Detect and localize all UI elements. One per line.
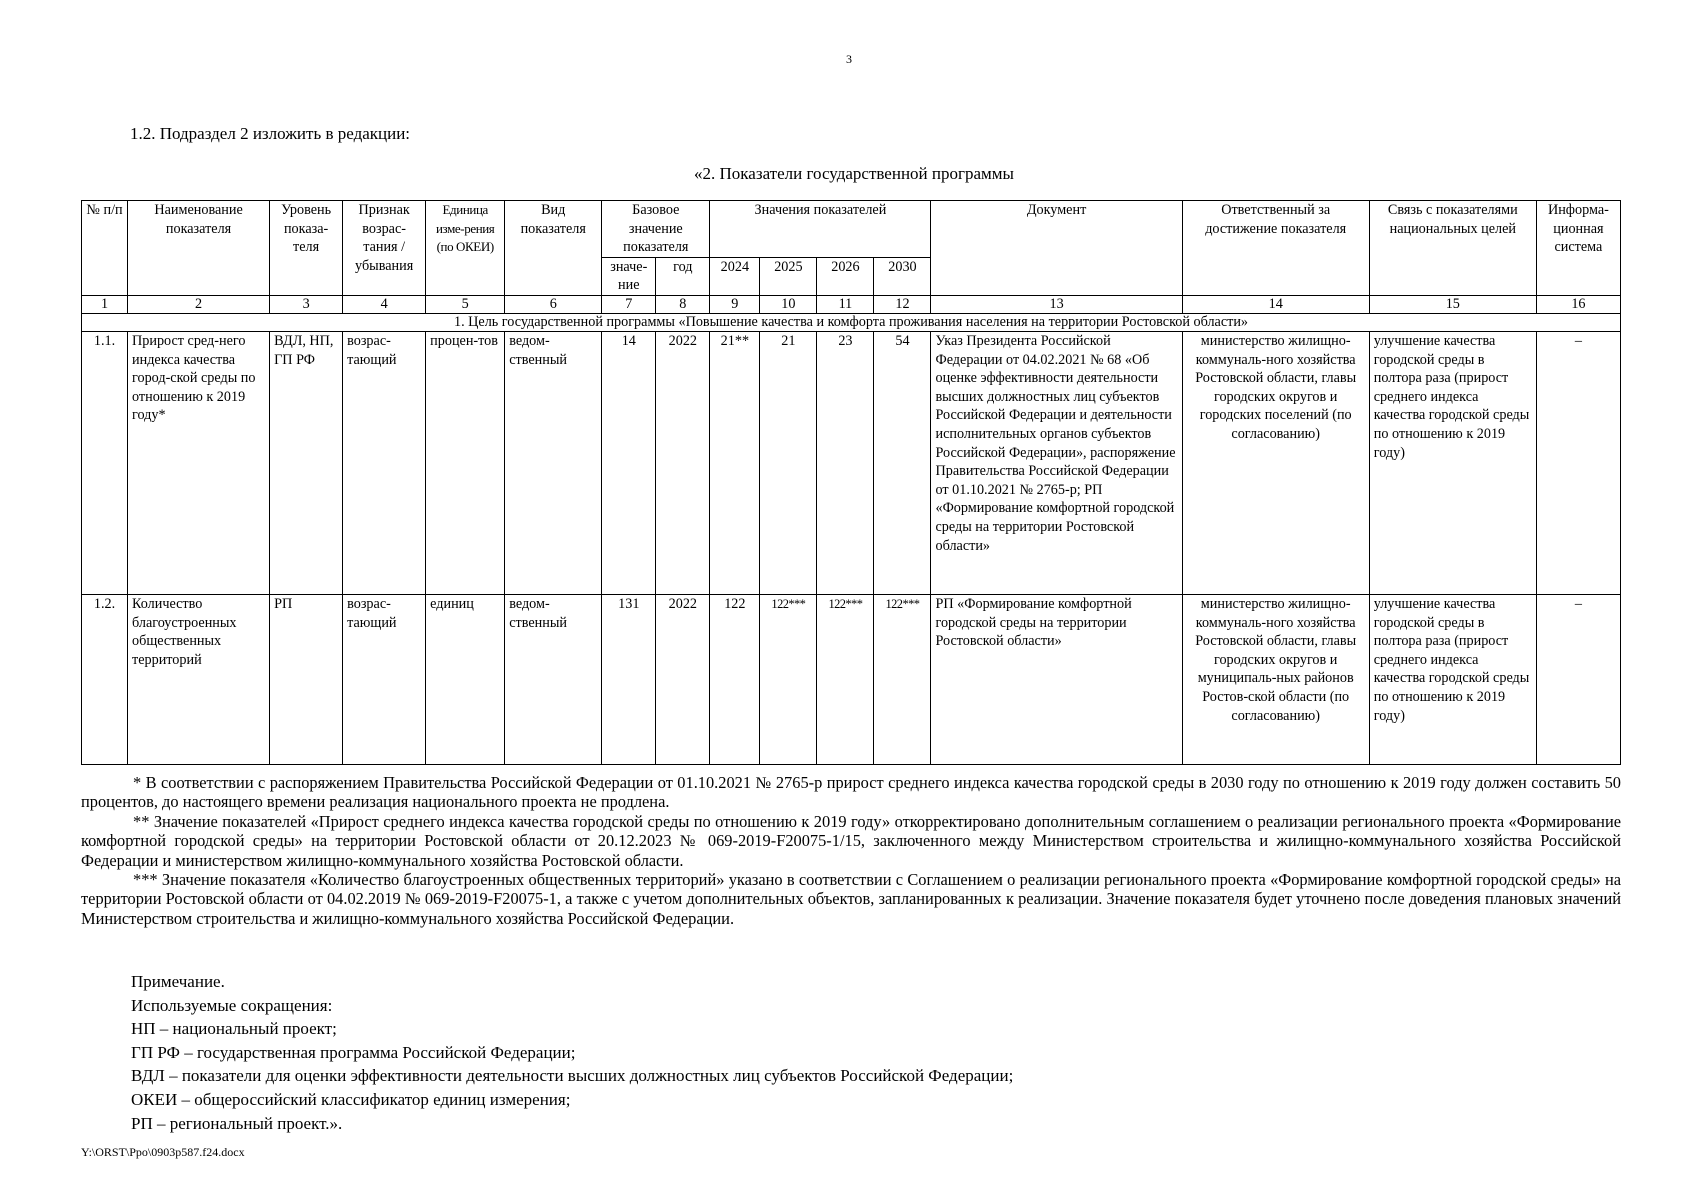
row-national-goal-link: улучшение качества городской среды в полтора раза (прирост среднего индекса качества городской среды по отношению к 2019 году): [1369, 594, 1536, 764]
row-document: РП «Формирование комфортной городской среды на территории Ростовской области»: [931, 594, 1182, 764]
row-no: 1.1.: [82, 331, 128, 594]
footnote-1: * В соответствии с распоряжением Правительства Российской Федерации от 01.10.2021 № 2765-р прирост среднего индекса качества городской среды в 2030 году по отношению к 2019 году должен составить 50 процентов, до настоящего времени реализация национального проекта не продлена.: [81, 773, 1621, 812]
footnote-2: ** Значение показателей «Прирост среднего индекса качества городской среды по отношению к 2019 году» откорректировано дополнительным соглашением о реализации регионального проекта «Формирование комфортной городской среды» на территории Ростовской области от 20.12.2023 № 069-2019-F20075-1/15, заключенного между Министерством строительства и жилищно-коммунального хозяйства Российской Федерации и министерством жилищно-коммунального хозяйства Ростовской области.: [81, 811, 1621, 870]
row-base-year: 2022: [656, 331, 710, 594]
row-value-2026: 23: [817, 331, 874, 594]
row-trend: возрас-тающий: [343, 331, 426, 594]
note-title: Примечание.: [131, 972, 225, 991]
row-base-value: 131: [602, 594, 656, 764]
col-number: 10: [760, 295, 817, 313]
header-base-year: год: [656, 257, 710, 295]
col-number: 9: [710, 295, 760, 313]
header-kind: Вид показателя: [505, 201, 602, 296]
row-base-year: 2022: [656, 594, 710, 764]
header-info: Информа-ционная система: [1536, 201, 1620, 296]
row-unit: процен-тов: [426, 331, 505, 594]
row-responsible: министерство жилищно-коммуналь-ного хозяйства Ростовской области, главы городских округов и муниципаль-ных районов Ростов-ской области (по согласованию): [1182, 594, 1369, 764]
row-national-goal-link: улучшение качества городской среды в полтора раза (прирост среднего индекса качества городской среды по отношению к 2019 году): [1369, 331, 1536, 594]
row-no: 1.2.: [82, 594, 128, 764]
col-number: 14: [1182, 295, 1369, 313]
goal-row: [82, 313, 1621, 331]
col-number: 6: [505, 295, 602, 313]
table-header-row: [82, 201, 1621, 258]
table-title: [0, 164, 1698, 184]
header-trend: Признак возрас-тания / убывания: [343, 201, 426, 296]
row-value-2030: 122***: [874, 594, 931, 764]
table-title-text: «2. Показатели государственной программы: [694, 164, 1014, 183]
col-number: 8: [656, 295, 710, 313]
abbreviations-note: [131, 970, 1013, 1135]
col-number: 15: [1369, 295, 1536, 313]
header-level: Уровень показа-теля: [270, 201, 343, 296]
header-resp: Ответственный за достижение показателя: [1182, 201, 1369, 296]
table-row: [82, 594, 1621, 764]
header-name: Наименование показателя: [128, 201, 270, 296]
row-value-2025: 21: [760, 331, 817, 594]
footnote-3: *** Значение показателя «Количество благоустроенных общественных территорий» указано в соответствии с Соглашением о реализации регионального проекта «Формирование комфортной городской среды» на территории Ростовской области от 04.02.2019 № 069-2019-F20075-1, а также с учетом дополнительных объектов, запланированных к реализации. Значение показателя будет уточнено после доведения плановых значений Министерством строительства и жилищно-коммунального хозяйства Российской Федерации.: [81, 870, 1621, 928]
col-number: 5: [426, 295, 505, 313]
row-level: РП: [270, 594, 343, 764]
row-value-2024: 122: [710, 594, 760, 764]
footnotes: [81, 773, 1621, 928]
header-no: № п/п: [82, 201, 128, 296]
abbreviation-item: ГП РФ – государственная программа Российской Федерации;: [131, 1042, 576, 1062]
header-base: Базовое значение показателя: [602, 201, 710, 258]
row-responsible: министерство жилищно-коммуналь-ного хозяйства Ростовской области, главы городских округов и городских поселений (по согласованию): [1182, 331, 1369, 594]
header-y2024: 2024: [710, 257, 760, 295]
row-info-system: –: [1536, 594, 1620, 764]
row-value-2030: 54: [874, 331, 931, 594]
col-number: 11: [817, 295, 874, 313]
header-link: Связь с показателями национальных целей: [1369, 201, 1536, 296]
table-row: [82, 331, 1621, 594]
header-doc: Документ: [931, 201, 1182, 296]
header-y2025: 2025: [760, 257, 817, 295]
row-trend: возрас-тающий: [343, 594, 426, 764]
header-unit: Единица изме-рения (по ОКЕИ): [426, 201, 505, 296]
page-number: 3: [846, 52, 852, 66]
file-path-footer: Y:\ORST\Ppo\0903p587.f24.docx: [81, 1145, 245, 1159]
header-base-value: значе-ние: [602, 257, 656, 295]
col-number: 16: [1536, 295, 1620, 313]
header-y2030: 2030: [874, 257, 931, 295]
row-base-value: 14: [602, 331, 656, 594]
indicators-table: [81, 200, 1621, 765]
row-unit: единиц: [426, 594, 505, 764]
note-subtitle: Используемые сокращения:: [131, 995, 333, 1015]
row-name: Прирост сред-него индекса качества город-ской среды по отношению к 2019 году*: [128, 331, 270, 594]
col-number: 13: [931, 295, 1182, 313]
row-kind: ведом-ственный: [505, 331, 602, 594]
header-y2026: 2026: [817, 257, 874, 295]
col-number: 12: [874, 295, 931, 313]
row-value-2024: 21**: [710, 331, 760, 594]
col-number: 2: [128, 295, 270, 313]
row-value-2026: 122***: [817, 594, 874, 764]
abbreviation-item: НП – национальный проект;: [131, 1019, 337, 1039]
row-level: ВДЛ, НП, ГП РФ: [270, 331, 343, 594]
row-info-system: –: [1536, 331, 1620, 594]
col-number: 4: [343, 295, 426, 313]
column-numbers-row: [82, 295, 1621, 313]
intro-paragraph: 1.2. Подраздел 2 изложить в редакции:: [130, 124, 411, 143]
abbreviation-item: ОКЕИ – общероссийский классификатор единиц измерения;: [131, 1089, 571, 1109]
goal-text: 1. Цель государственной программы «Повышение качества и комфорта проживания населения на территории Ростовской области»: [82, 313, 1621, 331]
row-name: Количество благоустроенных общественных территорий: [128, 594, 270, 764]
row-value-2025: 122***: [760, 594, 817, 764]
row-document: Указ Президента Российской Федерации от 04.02.2021 № 68 «Об оценке эффективности деятельности высших должностных лиц субъектов Российской Федерации и деятельности исполнительных органов субъектов Российской Федерации», распоряжение Правительства Российской Федерации от 01.10.2021 № 2765-р; РП «Формирование комфортной городской среды на территории Ростовской области»: [931, 331, 1182, 594]
abbreviation-item: ВДЛ – показатели для оценки эффективности деятельности высших должностных лиц субъектов Российской Федерации;: [131, 1066, 1014, 1086]
col-number: 3: [270, 295, 343, 313]
col-number: 1: [82, 295, 128, 313]
row-kind: ведом-ственный: [505, 594, 602, 764]
col-number: 7: [602, 295, 656, 313]
header-values: Значения показателей: [710, 201, 931, 258]
abbreviation-item: РП – региональный проект.».: [131, 1113, 343, 1133]
